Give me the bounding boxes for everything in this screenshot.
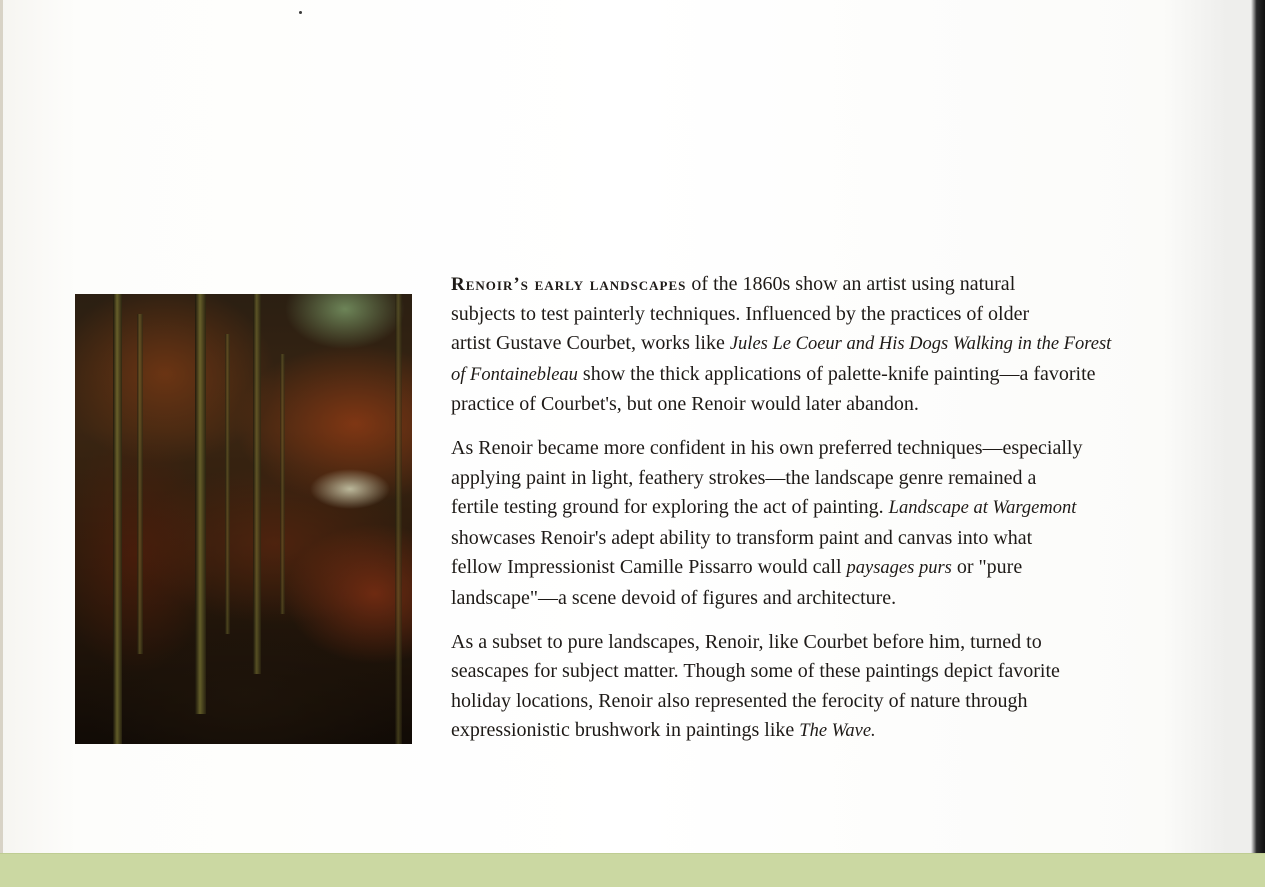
text-line [451,300,1206,330]
painted-tree-trunk [280,354,285,614]
forest-painting-image [75,294,412,744]
artwork-title-italic: Jules Le Coeur and His Dogs Walking in the Forest [729,334,1112,355]
body-paragraph [451,270,1206,420]
text-line [451,434,1206,464]
text-segment: applying paint in light, feathery strokes—the landscape genre remained a [451,466,1037,489]
text-segment: expressionistic brushwork in paintings like [451,719,800,742]
text-line [451,628,1206,658]
painted-tree-trunk [137,314,143,654]
text-line [451,464,1206,494]
text-line [451,524,1206,554]
text-segment: landscape"—a scene devoid of figures and architecture. [451,586,897,609]
text-line [451,493,1206,524]
dust-speck [299,11,302,14]
text-line [451,390,1206,420]
text-segment: showcases Renoir's adept ability to transform paint and canvas into what [451,526,1033,549]
body-paragraph [451,628,1206,747]
bottom-color-band [0,853,1265,887]
text-segment: of the 1860s show an artist using natural [686,273,1016,295]
painted-tree-trunk [395,294,402,744]
text-segment: fellow Impressionist Camille Pissarro would call [451,556,847,579]
text-segment: show the thick applications of palette-knife painting—a favorite [577,362,1096,385]
text-segment: seascapes for subject matter. Though some of these paintings depict favorite [451,660,1060,683]
text-segment: artist Gustave Courbet, works like [451,332,730,355]
page-left-edge [0,0,3,887]
text-line [451,584,1206,614]
artwork-title-italic: paysages purs [846,558,952,579]
text-segment: subjects to test painterly techniques. Influenced by the practices of older [451,302,1030,325]
text-line [451,687,1206,717]
painted-tree-trunk [113,294,122,744]
painted-tree-trunk [225,334,230,634]
article-text [451,270,1206,761]
text-segment: As a subset to pure landscapes, Renoir, like Courbet before him, turned to [451,630,1042,653]
text-line [451,329,1206,360]
text-line [451,360,1206,391]
text-line [451,553,1206,584]
painted-tree-trunk [253,294,261,674]
page-right-edge-shadow [1251,0,1265,887]
text-line [451,657,1206,687]
artwork-title-italic: The Wave. [799,721,876,742]
artwork-title-italic: of Fontainebleau [451,364,578,385]
lead-in-small-caps: Renoir’s early landscapes [451,274,687,295]
text-segment: or "pure [951,556,1023,579]
text-segment: fertile testing ground for exploring the act of painting. [451,496,889,519]
painted-tree-trunk [195,294,206,714]
text-segment: As Renoir became more confident in his own preferred techniques—especially [451,436,1083,459]
text-line [451,270,1206,300]
text-line [451,716,1206,747]
body-paragraph [451,434,1206,614]
text-segment: practice of Courbet's, but one Renoir would later abandon. [451,393,919,416]
text-segment: holiday locations, Renoir also represented the ferocity of nature through [451,689,1028,712]
artwork-title-italic: Landscape at Wargemont [888,498,1077,519]
